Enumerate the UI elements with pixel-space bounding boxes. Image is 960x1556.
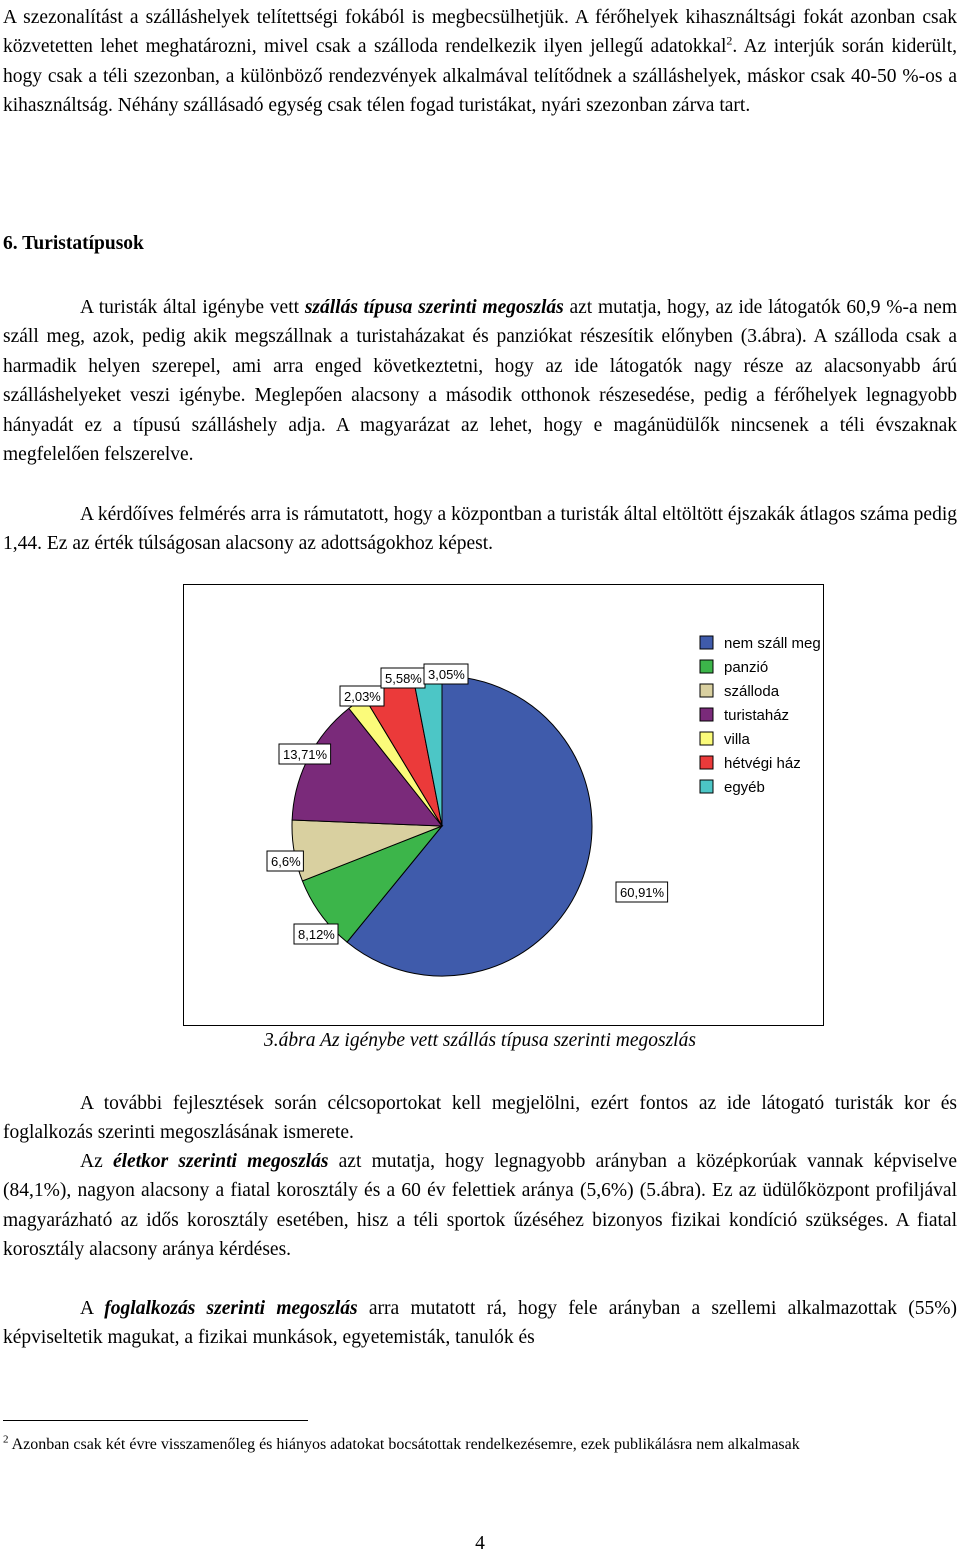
figure-caption: 3.ábra Az igénybe vett szállás típusa szerinti megoszlás — [264, 1030, 696, 1051]
p5-text-2: azt mutatja, hogy legnagyobb arányban a középkorúak vannak képviselve (84,1%), nagyon alacsony a fiatal korosztály és a 60 év felettiek aránya (5,6%) (5.ábra). Ez az üdülőközpont profiljával magyarázható az idős korosztály esetében, hisz a téli sportok űzéséhez bizonyos fizikai kondíció szükséges. A fiatal korosztály alacsony aránya kérdéses. — [3, 1151, 957, 1261]
occupation-paragraph — [3, 1294, 957, 1353]
pie-chart — [184, 585, 825, 1027]
p6-emphasis: foglalkozás szerinti megoszlás — [104, 1298, 358, 1319]
legend-swatch — [700, 780, 713, 793]
footnote-number: 2 — [3, 1433, 9, 1446]
survey-paragraph: A kérdőíves felmérés arra is rámutatott, hogy a központban a turisták által eltöltött éjszakák átlagos száma pedig 1,44. Ez az érték túlságosan alacsony az adottságokhoz képest. — [3, 504, 957, 555]
slice-label: 8,12% — [298, 927, 335, 942]
slice-label: 5,58% — [385, 671, 422, 686]
intro-paragraph — [3, 3, 957, 121]
p2-text-2: azt mutatja, hogy, az ide látogatók 60,9 %-a nem száll meg, azok, pedig akik megszállnak a turistaházakat és panziókat részesítik előnyben (3.ábra). A szálloda csak a harmadik helyen szerepel, ami arra enged következtetni, hogy az ide látogatók nagy része az alacsonyabb árú szálláshelyeket veszi igénybe. Meglepően alacsony a második otthonok részesedése, pedig a férőhelyek legnagyobb hányadát ez a típusú szálláshely adja. A magyarázat az lehet, hogy e magánüdülők nincsenek a téli évszaknak megfelelően felszerelve. — [3, 297, 958, 466]
p6-text-1: A — [80, 1298, 105, 1319]
slice-label: 2,03% — [344, 689, 381, 704]
page-number: 4 — [475, 1533, 485, 1554]
legend-swatch — [700, 636, 713, 649]
legend-swatch — [700, 708, 713, 721]
legend-swatch — [700, 660, 713, 673]
legend-label: turistaház — [724, 707, 790, 724]
footnote — [3, 1432, 933, 1457]
age-paragraph — [3, 1147, 957, 1265]
slice-label: 3,05% — [428, 667, 465, 682]
p5-text-1: Az — [80, 1151, 113, 1172]
pie-chart-frame — [183, 584, 824, 1026]
p6-text-2: arra mutatott rá, hogy fele arányban a szellemi alkalmazottak (55%) képviseltetik magukat, a fizikai munkások, egyetemisták, tanulók és — [3, 1298, 957, 1349]
legend-label: hétvégi ház — [724, 755, 801, 772]
p5-emphasis: életkor szerinti megoszlás — [112, 1151, 329, 1172]
legend-label: nem száll meg — [724, 635, 821, 652]
legend-label: szálloda — [724, 683, 780, 700]
intro-text-1: A szezonalítást a szálláshelyek telítettségi fokából is megbecsülhetjük. A férőhelyek kihasználtsági fokát azonban csak közvetetten lehet meghatározni, mivel csak a szálloda rendelkezik ilyen jellegű adatokkal — [3, 7, 957, 58]
slice-label: 13,71% — [283, 747, 328, 762]
legend-swatch — [700, 684, 713, 697]
footnote-ref[interactable]: 2 — [726, 33, 733, 48]
slice-label: 6,6% — [271, 854, 301, 869]
legend-swatch — [700, 732, 713, 745]
intro-text-2: . Az interjúk során kiderült, hogy csak a téli szezonban, a különböző rendezvények alkalmával telítődnek a szálláshelyek, máskor csak 40-50 %-os a kihasználtság. Néhány szállásadó egység csak télen fogad turistákat, nyári szezonban zárva tart. — [3, 36, 958, 117]
footnote-text: Azonban csak két évre visszamenőleg és hiányos adatokat bocsátottak rendelkezésemre, ezek publikálásra nem alkalmasak — [8, 1436, 800, 1453]
footnote-divider — [3, 1420, 308, 1421]
legend-label: villa — [724, 731, 750, 748]
p2-emphasis: szállás típusa szerinti megoszlás — [304, 297, 564, 318]
slice-label: 60,91% — [620, 885, 665, 900]
accommodation-paragraph — [3, 293, 957, 469]
legend-swatch — [700, 756, 713, 769]
target-groups-paragraph: A további fejlesztések során célcsoportokat kell megjelölni, ezért fontos az ide látogató turisták kor és foglalkozás szerinti megoszlásának ismerete. — [3, 1093, 957, 1144]
section-heading: 6. Turistatípusok — [3, 233, 144, 254]
p2-text-1: A turisták által igénybe vett — [80, 297, 305, 318]
legend-label: panzió — [724, 659, 769, 676]
legend-label: egyéb — [724, 779, 765, 796]
